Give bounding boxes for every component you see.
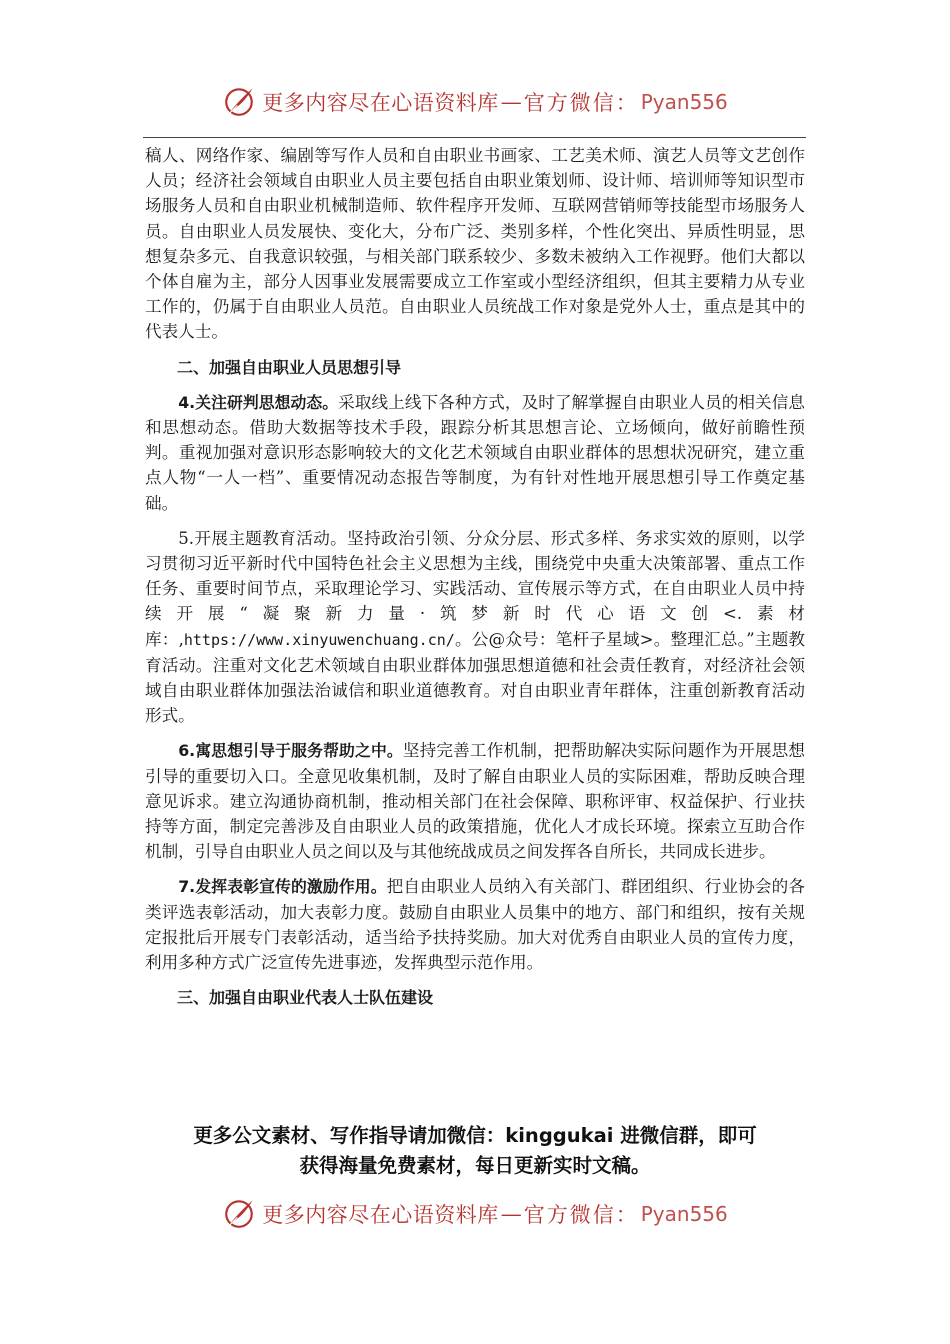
quill-pen-logo-icon	[222, 1197, 256, 1231]
paragraph-5-text-b: 。公@众号：笔杆子星域>。整理汇总。”主题教育活动。注重对文化艺术领域自由职业群体加强思想道德和社会责任教育，对经济社会领域自由职业群体加强法治诚信和职业道德教育。对自由职业青年群体，注重创新教育活动形式。	[145, 629, 805, 726]
promo-notice	[140, 1121, 810, 1181]
section-heading-2: 二、加强自由职业人员思想引导	[177, 357, 402, 377]
paragraph-5	[145, 526, 805, 729]
paragraph-4-title: 4.关注研判思想动态。	[178, 392, 339, 412]
banner-wechat-id: Pyan556	[640, 90, 728, 114]
paragraph-7-text: 把自由职业人员纳入有关部门、群团组织、行业协会的各类评选表彰活动，加大表彰力度。鼓励自由职业人员集中的地方、部门和组织，按有关规定报批后开展专门表彰活动，适当给予扶持奖励。加大对优秀自由职业人员的宣传力度，利用多种方式广泛宣传先进事迹，发挥典型示范作用。	[145, 877, 806, 973]
footer-contact-label: 官方微信：	[523, 1203, 639, 1227]
paragraph-5-text-a: 5.开展主题教育活动。坚持政治引领、分众分层、形式多样、务求实效的原则，以学习贯彻习近平新时代中国特色社会主义思想为主线，围绕党中央重大决策部署、重点工作任务、重要时间节点，采取理论学习、实践活动、宣传展示等方式，在自由职业人员中持续开展“凝聚新力量·筑梦新时代心语文创<.素材库：,	[145, 528, 805, 649]
paragraph-7	[145, 874, 805, 975]
paragraph-6-text: 坚持完善工作机制，把帮助解决实际问题作为开展思想引导的重要切入口。全意见收集机制，及时了解自由职业人员的实际困难，帮助反映合理意见诉求。建立沟通协商机制，推动相关部门在社会保障、职称评审、权益保护、行业扶持等方面，制定完善涉及自由职业人员的政策措施，优化人才成长环境。探索立互助合作机制，引导自由职业人员之间以及与其他统战成员之间发挥各自所长，共同成长进步。	[145, 741, 805, 862]
banner-dash: —	[500, 90, 522, 114]
banner-brand: 更多内容尽在心语资料库	[262, 91, 499, 115]
footer-dash: —	[500, 1202, 522, 1226]
header-rule	[143, 137, 806, 138]
footer-wechat-id: Pyan556	[640, 1202, 728, 1226]
promo-line-2: 获得海量免费素材，每日更新实时文稿。	[299, 1154, 651, 1177]
footer-banner	[0, 1194, 950, 1234]
paragraph-4-text: 采取线上线下各种方式，及时了解掌握自由职业人员的相关信息和思想动态。借助大数据等技术手段，跟踪分析其思想言论、立场倾向，做好前瞻性预判。重视加强对意识形态影响较大的文化艺术领域自由职业群体的思想状况研究，建立重点人物“一人一档”、重要情况动态报告等制度，为有针对性地开展思想引导工作奠定基础。	[145, 392, 805, 513]
quill-pen-logo-icon	[222, 85, 256, 119]
footer-brand: 更多内容尽在心语资料库	[262, 1203, 499, 1227]
paragraph-6-title: 6.寓思想引导于服务帮助之中。	[178, 741, 403, 761]
header-banner	[0, 82, 950, 122]
paragraph-5-url: https://www.xinyuwenchuang.cn/	[183, 630, 455, 649]
paragraph-6	[145, 738, 805, 864]
paragraph-4	[145, 390, 805, 516]
promo-line-1: 更多公文素材、写作指导请加微信：kinggukai 进微信群，即可	[193, 1124, 757, 1147]
section-heading-3: 三、加强自由职业代表人士队伍建设	[177, 988, 434, 1008]
paragraph-continuation: 稿人、网络作家、编剧等写作人员和自由职业书画家、工艺美术师、演艺人员等文艺创作人员；经济社会领域自由职业人员主要包括自由职业策划师、设计师、培训师等知识型市场服务人员和自由职业机械制造师、软件程序开发师、互联网营销师等技能型市场服务人员。自由职业人员发展快、变化大，分布广泛、类别多样，个性化突出、异质性明显，思想复杂多元、自我意识较强，与相关部门联系较少、多数未被纳入工作视野。他们大都以个体自雇为主，部分人因事业发展需要成立工作室或小型经济组织，但其主要精力从专业工作的，仍属于自由职业人员范。自由职业人员统战工作对象是党外人士，重点是其中的代表人士。	[145, 146, 805, 342]
banner-contact-label: 官方微信：	[523, 91, 639, 115]
document-body	[145, 143, 805, 1021]
paragraph-7-title: 7.发挥表彰宣传的激励作用。	[178, 877, 387, 897]
